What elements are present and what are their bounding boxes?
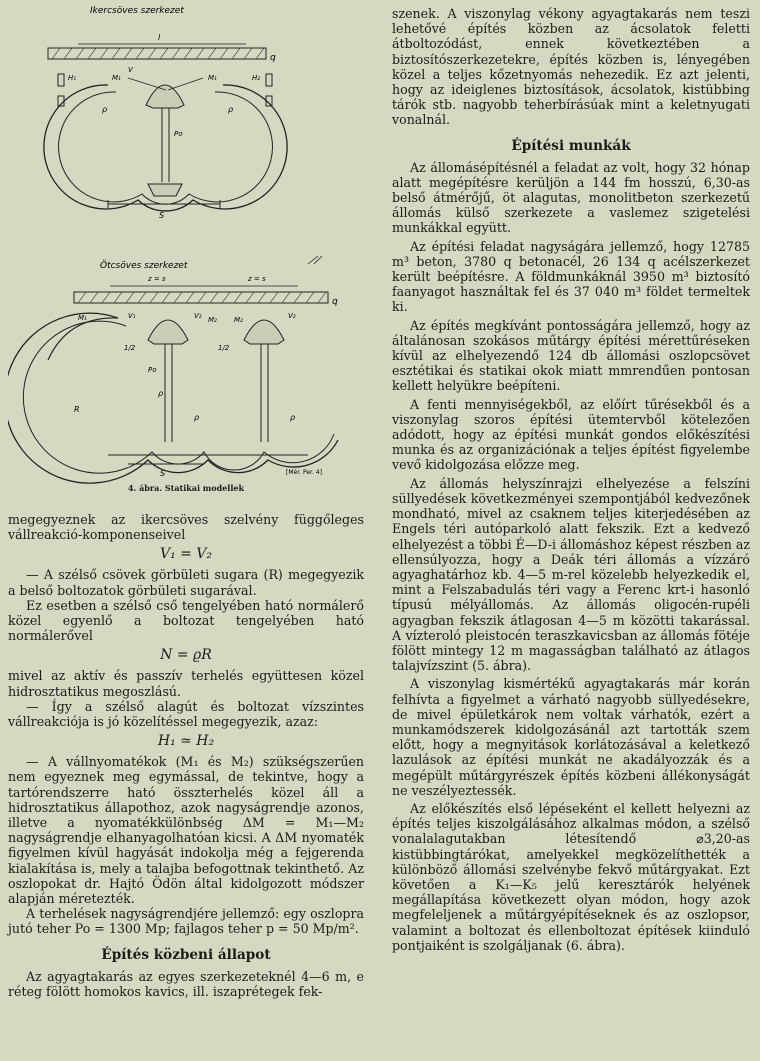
static-models-diagram <box>8 0 364 512</box>
rho-left-label: ρ <box>102 105 108 114</box>
central-column-head <box>146 85 184 108</box>
heading-construction-state: Építés közbeni állapot <box>101 946 271 963</box>
para-left-1: megegyeznek az ikercsöves szelvény függőleges vállreakció-komponenseivel <box>8 512 364 543</box>
para-right-6: Az állomás helyszínrajzi elhelyezése a felszíni süllyedések következményei szempontjából kedvezőnek mondható, mivel az csaknem teljes kiterjedésében az Engels téri autóparkoló alatt fekszik. Ezt a kedvező elhelyezést a többi É—D-i állomáshoz képest részben az ellensúlyozza, hogy a Deák téri állomás a vízzáró agyaghatárhoz kb. 4—5 m-rel közelebb helyezkedik el, mint a Felszabadulás téri vagy a Ferenc krt-i hasonló típusú mélyállomás. Az állomás oligocén-rupéli agyagban fekszik átlagosan 4—5 m közötti takarással. A vízteroló pleistocén teraszkavicsban az állomás fötéje fölött mintegy 12 m magasságban található az átlagos talajvízszint (5. ábra). <box>392 475 750 674</box>
para-left-2: — A szélső csövek görbületi sugara (R) megegyezik a belső boltozatok görbületi sugarával. <box>8 567 364 598</box>
rho-right-label: ρ <box>228 105 234 114</box>
para-right-7: A viszonylag kismértékű agyagtakarás már korán felhívta a figyelmet a várható nagyobb süllyedésekre, de mivel épületkárok nem voltak várhatók, ezért a munkamódszerek kidolgozásánál azt tartották szem előtt, hogy a megnyitások korlátozásával a keletkező lazulások az építési munkát ne akadályozzák és a megépült műtárgyrészek építés közbeni állékonyságát ne veszélyeztessék. <box>392 676 750 798</box>
beam-hatch-bottom <box>78 292 326 303</box>
v2a-label: V₂ <box>194 312 202 320</box>
rho-c-label: ρ <box>290 413 296 422</box>
dim-b-label: z = s <box>248 275 266 283</box>
v2b-label: V₂ <box>288 312 296 320</box>
para-right-4: Az építés megkívánt pontosságára jellemző, hogy az általánosan szokásos műtárgy építési mérettűréseken kívül az elhelyezendő 124 db állomási oszlopcsövet esztétikai és statikai okok miatt mmrendűen pontosan kellett helyükre beépíteni. <box>392 317 750 394</box>
para-left-5: — Így a szélső alagút és boltozat vízszintes vállreakciója is jó közelítéssel megegyezik, azaz: <box>8 698 364 730</box>
figure-caption: 4. ábra. Statikai modellek <box>127 483 245 493</box>
h1-label: H₁ <box>68 74 77 82</box>
para-right-8: Az előkészítés első lépéseként el kellett helyezni az építés teljes kiszolgálásához alkalmas módon, a szélső vonalalagutakban létesítendő ⌀3,20-as kistübbingtárókat, amelyekkel megközelíthették a különböző állomási szelvénybe fekvő műtárgyakat. Ezt követően a K₁—K₅ jelű keresztárók helyének megállapítása következett olyan módon, hogy azok megfeleljenek a műtárgyépítéseknek és az oszlopsor, valamint a boltozat és ellenboltozat építések kiinduló pontjaiként is szolgáljanak (6. ábra). <box>392 800 750 953</box>
load-q-bottom-label: q <box>332 297 338 307</box>
rho-a-label: ρ <box>194 413 200 422</box>
para-left-3: Ez esetben a szélső cső tengelyében ható normálerő közel egyenlő a boltozat tengelyében ható normálerővel <box>8 597 364 644</box>
para-right-1: szenek. A viszonylag vékony agyagtakarás nem teszi lehetővé építés közben az ácsolatok feletti átboltozódást, ennek következtében a biztosítószerkezetekre, építés közben is, lényegében közel a teljes kőzetnyomás nehezedik. Ez azt jelenti, hogy az ideiglenes biztosítások, ácsolatok, kistübbing tárók stb. nagyobb teherbírásúak mint a keletnyugati vonalnál. <box>392 6 750 128</box>
para-right-5: A fenti mennyiségekből, az előírt tűrésekből és a viszonylag szoros építési ütemtervből kötelezően adódott, hogy az építési munkát gondos előkészítési munka és az organizációnak a teljes építést figyelembe vevő kidolgozása előzze meg. <box>392 396 750 473</box>
m2a-label: M₂ <box>208 316 217 324</box>
five-tube-label: Ötcsöves szerkezet <box>100 261 188 271</box>
m1-bottom-label: M₁ <box>78 314 87 322</box>
h2-label: H₂ <box>252 74 261 82</box>
s-top-label: S <box>159 211 165 220</box>
column-head-a <box>148 320 188 344</box>
v1-label: V₁ <box>128 312 136 320</box>
dim-a-label: z = s <box>148 275 166 283</box>
formula-h: H₁ ≃ H₂ <box>157 733 215 750</box>
para-right-2: Az állomásépítésnél a feladat az volt, hogy 32 hónap alatt megépítésre kerüljön a 144 fm hosszú, 6,30-as belső átmérőjű, öt alagutas, monolitbeton szerkezetű állomás külső szerkezete a vaslemez szigetelési munkákkal együtt. <box>392 159 750 236</box>
twin-tube-label: Ikercsöves szerkezet <box>90 6 184 16</box>
m1a-label: M₁ <box>112 74 121 82</box>
para-right-3: Az építési feladat nagyságára jellemző, hogy 12785 m³ beton, 3780 q betonacél, 26 134 q acélszerkezet került beépítésre. A földmunkáknál 3950 m³ biztosító faanyagot használtak fel és 37 040 m³ földet termeltek ki. <box>392 238 750 315</box>
m2b-label: M₂ <box>234 316 243 324</box>
formula-v: V₁ = V₂ <box>159 546 213 563</box>
beam-length-label: l <box>158 33 161 42</box>
heading-works: Építési munkák <box>511 137 631 154</box>
left-support <box>58 74 64 86</box>
v-label: V <box>128 66 133 74</box>
para-left-7: A terhelések nagyságrendjére jellemző: egy oszlopra jutó teher Po = 1300 Mp; fajlagos teher p = 50 Mp/m². <box>8 906 364 937</box>
para-left-8: Az agyagtakarás az egyes szerkezeteknél 4—6 m, e réteg fölött homokos kavics, ill. iszaprétegek fek- <box>8 968 364 999</box>
half-b-label: 1/2 <box>218 344 230 352</box>
column-head-b <box>244 320 284 344</box>
source-note: [Mér. Per. 4] <box>286 469 322 476</box>
column-footing <box>148 184 182 196</box>
rho-b-label: ρ <box>158 389 164 398</box>
half-a-label: 1/2 <box>124 344 136 352</box>
figure-4 <box>8 0 364 512</box>
para-left-6: — A vállnyomatékok (M₁ és M₂) szükségszerűen nem egyeznek meg egymással, de tekintve, hogy a tartórendszerre ható összterhelés közel áll a hidrosztatikus állapothoz, azok nagyságrendje azonos, illetve a nyomatékkülönbség ΔM = M₁—M₂ nagyságrendje elhanyagolhatóan kicsi. A ΔM nyomaték figyelmen kívül hagyását indokolja még a fejgerenda kialakítása is, mely a talajba befogottnak tekinthető. Az oszlopokat dr. Hajtó Ödön által kidolgozott módszer alapján méretezték. <box>8 754 364 907</box>
r-label: R <box>74 405 80 414</box>
po-bottom-label: Po <box>148 366 157 374</box>
right-column <box>392 6 750 953</box>
po-label: Po <box>174 130 183 138</box>
s-bottom-label: S <box>160 469 166 478</box>
para-left-4: mivel az aktív és passzív terhelés együttesen közel hidrosztatikus megoszlású. <box>8 668 364 699</box>
load-q-label: q <box>270 53 276 63</box>
m1b-label: M₁ <box>208 74 217 82</box>
beam-hatch <box>52 48 264 59</box>
left-column <box>8 0 364 999</box>
formula-n: N = ϱR <box>160 647 212 664</box>
right-support <box>266 74 272 86</box>
load-beam-bottom <box>74 292 328 303</box>
